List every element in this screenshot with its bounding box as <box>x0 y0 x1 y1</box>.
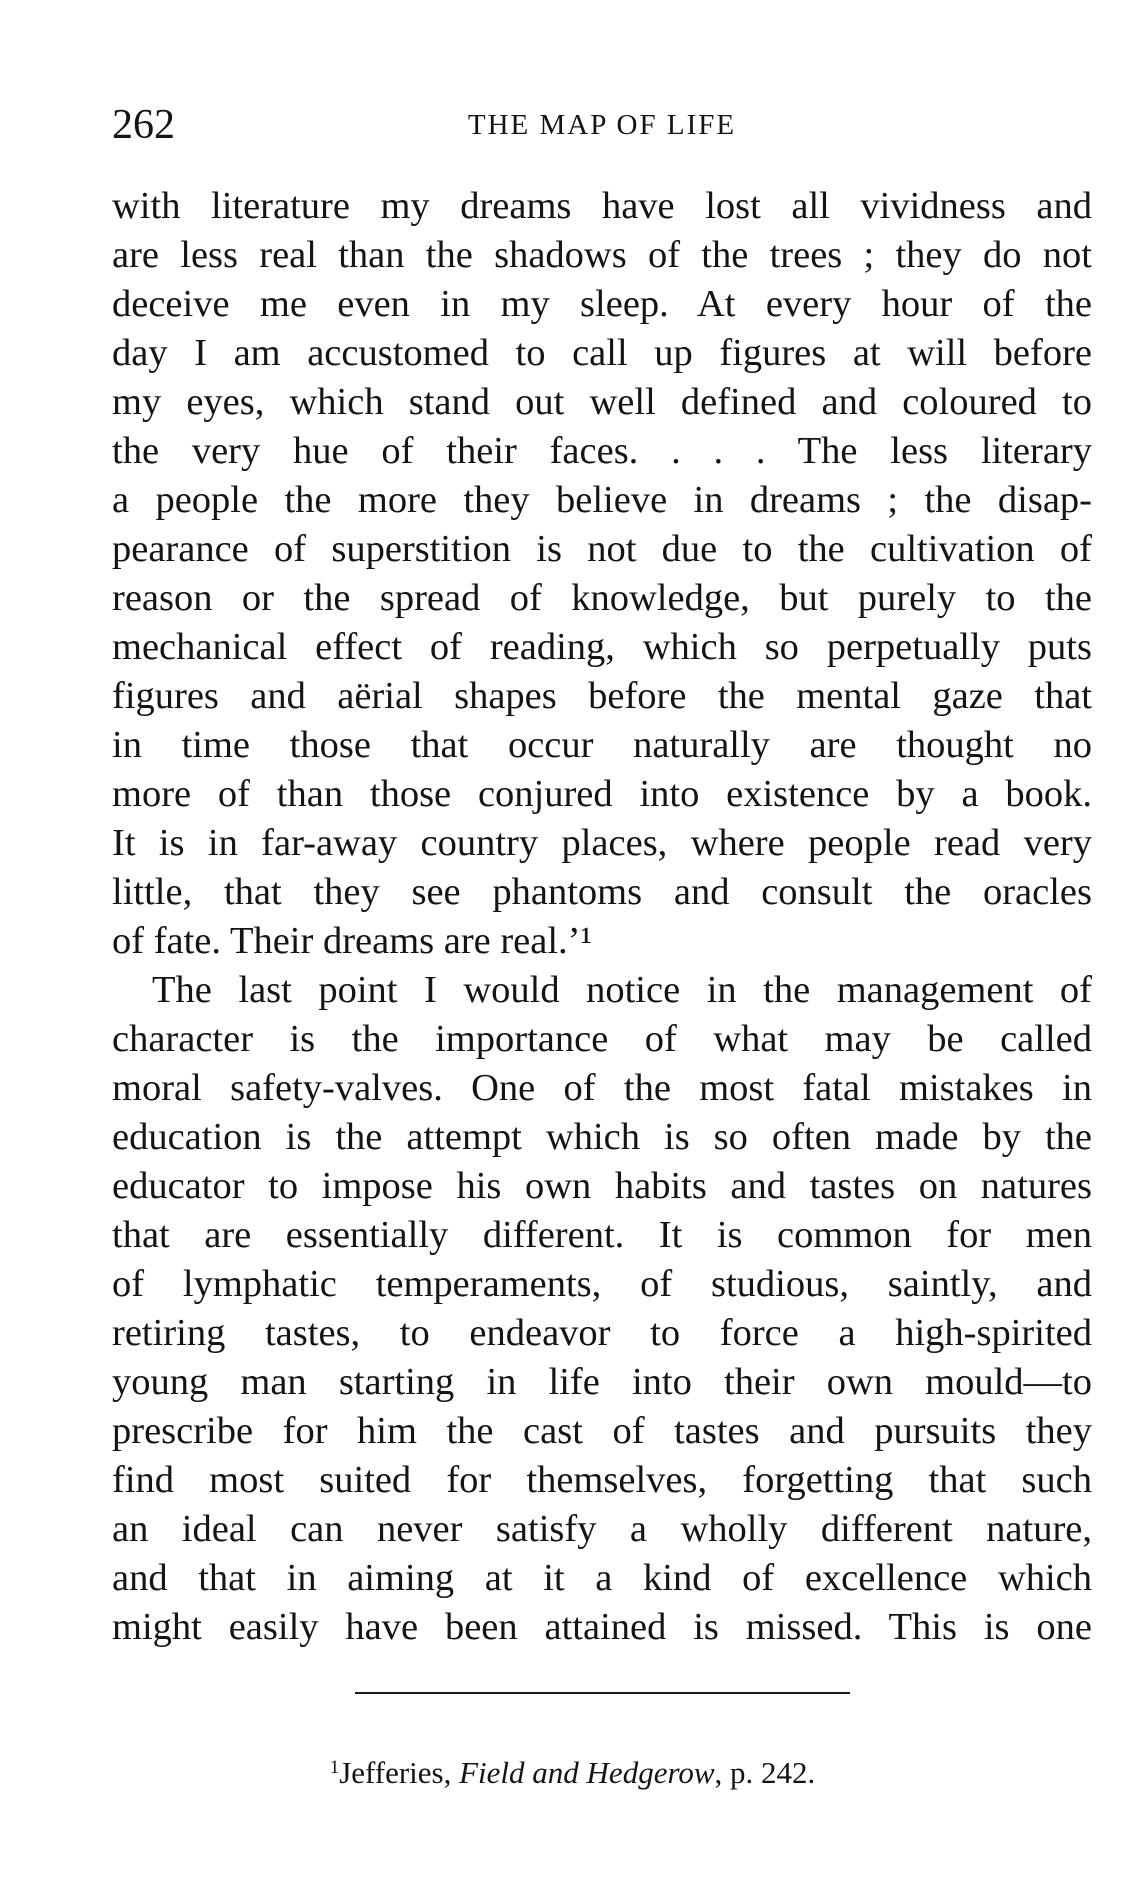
page-number: 262 <box>112 102 175 148</box>
text-line: and that in aiming at it a kind of excellence which <box>112 1557 1092 1599</box>
text-line: character is the importance of what may be called <box>112 1018 1092 1060</box>
text-line: retiring tastes, to endeavor to force a high-spirited <box>112 1312 1092 1354</box>
text-line: mechanical effect of reading, which so perpetually puts <box>112 626 1092 668</box>
text-line: day I am accustomed to call up figures at will before <box>112 332 1092 374</box>
text-line: the very hue of their faces. . . . The less literary <box>112 430 1092 472</box>
text-line: of lymphatic temperaments, of studious, saintly, and <box>112 1263 1092 1305</box>
text-line: an ideal can never satisfy a wholly different nature, <box>112 1508 1092 1550</box>
text-line: figures and aërial shapes before the mental gaze that <box>112 675 1092 717</box>
text-line: prescribe for him the cast of tastes and pursuits they <box>112 1410 1092 1452</box>
paragraph-end-line: of fate. Their dreams are real.’¹ <box>112 920 593 962</box>
page-header <box>112 100 1092 150</box>
text-line: deceive me even in my sleep. At every hour of the <box>112 283 1092 325</box>
running-head: THE MAP OF LIFE <box>467 109 737 141</box>
footnote-marker: 1 <box>329 1757 340 1778</box>
text-line: with literature my dreams have lost all vividness and <box>112 185 1092 227</box>
body-text <box>112 182 1092 1652</box>
text-line: educator to impose his own habits and tastes on natures <box>112 1165 1092 1207</box>
text-line: find most suited for themselves, forgetting that such <box>112 1459 1092 1501</box>
text-line: young man starting in life into their own mould—to <box>112 1361 1092 1403</box>
text-line: might easily have been attained is missed. This is one <box>112 1606 1092 1648</box>
footnote-separator <box>355 1692 850 1694</box>
text-line: in time those that occur naturally are thought no <box>112 724 1092 766</box>
text-line: a people the more they believe in dreams ; the disap- <box>112 479 1092 521</box>
text-line: It is in far-away country places, where people read very <box>112 822 1092 864</box>
text-line: pearance of superstition is not due to the cultivation of <box>112 528 1092 570</box>
text-line: are less real than the shadows of the trees ; they do not <box>112 234 1092 276</box>
paragraph-first-line: The last point I would notice in the management of <box>152 969 1092 1011</box>
footnote-title: Field and Hedgerow <box>459 1755 715 1790</box>
text-line: moral safety-valves. One of the most fatal mistakes in <box>112 1067 1092 1109</box>
footnote <box>0 1748 1145 1793</box>
text-line: reason or the spread of knowledge, but purely to the <box>112 577 1092 619</box>
text-line: my eyes, which stand out well defined and coloured to <box>112 381 1092 423</box>
text-line: more of than those conjured into existence by a book. <box>112 773 1092 815</box>
text-line: education is the attempt which is so often made by the <box>112 1116 1092 1158</box>
footnote-author: Jefferies, <box>339 1755 460 1790</box>
footnote-page-ref: , p. 242. <box>714 1755 816 1790</box>
text-line: that are essentially different. It is common for men <box>112 1214 1092 1256</box>
text-line: little, that they see phantoms and consult the oracles <box>112 871 1092 913</box>
